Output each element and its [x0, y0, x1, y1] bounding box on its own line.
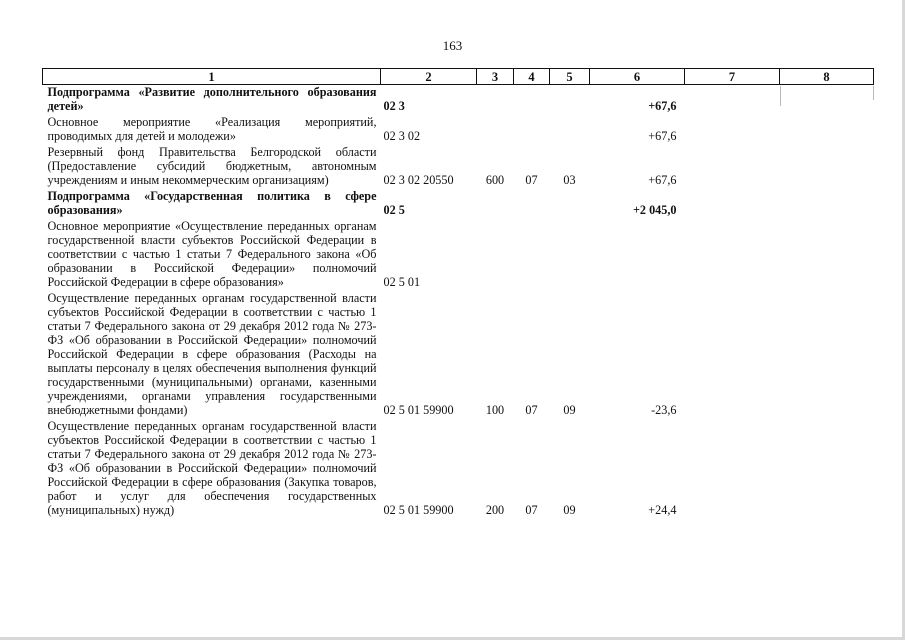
row-pr: 03 [563, 173, 576, 187]
row-vr [477, 115, 514, 145]
row-col7 [685, 219, 780, 291]
row-description: Резервный фонд Правительства Белгородской области (Предоставление субсидий бюджетным, автономным учреждениям и иным некоммерческим организациям) [47, 145, 377, 187]
table-row [43, 291, 874, 419]
row-vr [477, 189, 514, 219]
row-amount: +67,6 [648, 173, 677, 187]
row-description: Основное мероприятие «Осуществление переданных органам государственной власти субъектов Российской Федерации в соответствии с частью 1 статьи 7 Федерального закона «Об образовании в Российской Федерации» полномочий Российской Федерации в сфере образования» [47, 219, 377, 289]
column-header-3: 3 [477, 69, 514, 85]
row-col7 [685, 115, 780, 145]
table-row [43, 115, 874, 145]
row-description: Основное мероприятие «Реализация мероприятий, проводимых для детей и молодежи» [47, 115, 377, 143]
row-rz [514, 85, 550, 116]
row-col7 [685, 189, 780, 219]
budget-table [42, 68, 874, 519]
row-description: Осуществление переданных органам государственной власти субъектов Российской Федерации в соответствии с частью 1 статьи 7 Федерального закона от 29 декабря 2012 года № 273-ФЗ «Об образовании в Российской Федерации» полномочий Российской Федерации в сфере образования (Расходы на выплаты персоналу в целях обеспечения выполнения функций государственными (муниципальными) органами, казенными учреждениями, органами управления государственными внебюджетными фондами) [47, 291, 377, 417]
table-row [43, 189, 874, 219]
row-amount: -23,6 [651, 403, 677, 417]
column-header-2: 2 [381, 69, 477, 85]
row-rz: 07 [525, 173, 538, 187]
page-number: 163 [442, 38, 463, 53]
column-header-7: 7 [685, 69, 780, 85]
row-col8 [780, 189, 874, 219]
row-code: 02 5 01 59900 [383, 503, 454, 517]
row-vr [477, 219, 514, 291]
column-header-1: 1 [43, 69, 381, 85]
row-rz: 07 [525, 403, 538, 417]
row-description: Подпрограмма «Государственная политика в сфере образования» [47, 189, 377, 217]
row-pr [550, 115, 590, 145]
faint-column-line [780, 86, 781, 106]
table-row [43, 145, 874, 189]
row-vr: 100 [485, 403, 505, 417]
row-description: Осуществление переданных органам государственной власти субъектов Российской Федерации в соответствии с частью 1 статьи 7 Федерального закона от 29 декабря 2012 года № 273-ФЗ «Об образовании в Российской Федерации» полномочий Российской Федерации в сфере образования (Закупка товаров, работ и услуг для обеспечения государственных (муниципальных) нужд) [47, 419, 377, 517]
row-code: 02 5 01 [383, 275, 421, 289]
row-amount: +67,6 [648, 129, 677, 143]
row-amount: +67,6 [648, 99, 677, 113]
row-code: 02 3 02 20550 [383, 173, 454, 187]
row-code: 02 3 [383, 99, 405, 113]
row-col8 [780, 145, 874, 189]
table-header-row [43, 69, 874, 85]
row-col8 [780, 219, 874, 291]
column-header-8: 8 [780, 69, 874, 85]
row-vr: 200 [485, 503, 505, 517]
table-row [43, 419, 874, 519]
row-col8 [780, 85, 874, 116]
column-header-4: 4 [514, 69, 550, 85]
row-description: Подпрограмма «Развитие дополнительного образования детей» [47, 85, 377, 113]
table-row [43, 85, 874, 116]
row-amount: +2 045,0 [632, 203, 677, 217]
column-header-5: 5 [550, 69, 590, 85]
column-header-6: 6 [590, 69, 685, 85]
row-code: 02 5 [383, 203, 405, 217]
row-pr [550, 189, 590, 219]
row-amount: +24,4 [648, 503, 677, 517]
row-rz [514, 219, 550, 291]
row-amount [590, 219, 685, 291]
row-col7 [685, 291, 780, 419]
faint-column-line [873, 86, 874, 100]
row-pr: 09 [563, 403, 576, 417]
row-col7 [685, 145, 780, 189]
row-rz [514, 115, 550, 145]
row-col8 [780, 419, 874, 519]
row-pr: 09 [563, 503, 576, 517]
row-code: 02 3 02 [383, 129, 421, 143]
row-col7 [685, 85, 780, 116]
table-row [43, 219, 874, 291]
row-vr: 600 [485, 173, 505, 187]
row-code: 02 5 01 59900 [383, 403, 454, 417]
row-vr [477, 85, 514, 116]
row-pr [550, 219, 590, 291]
row-rz: 07 [525, 503, 538, 517]
row-col8 [780, 291, 874, 419]
row-col7 [685, 419, 780, 519]
row-rz [514, 189, 550, 219]
row-col8 [780, 115, 874, 145]
row-pr [550, 85, 590, 116]
